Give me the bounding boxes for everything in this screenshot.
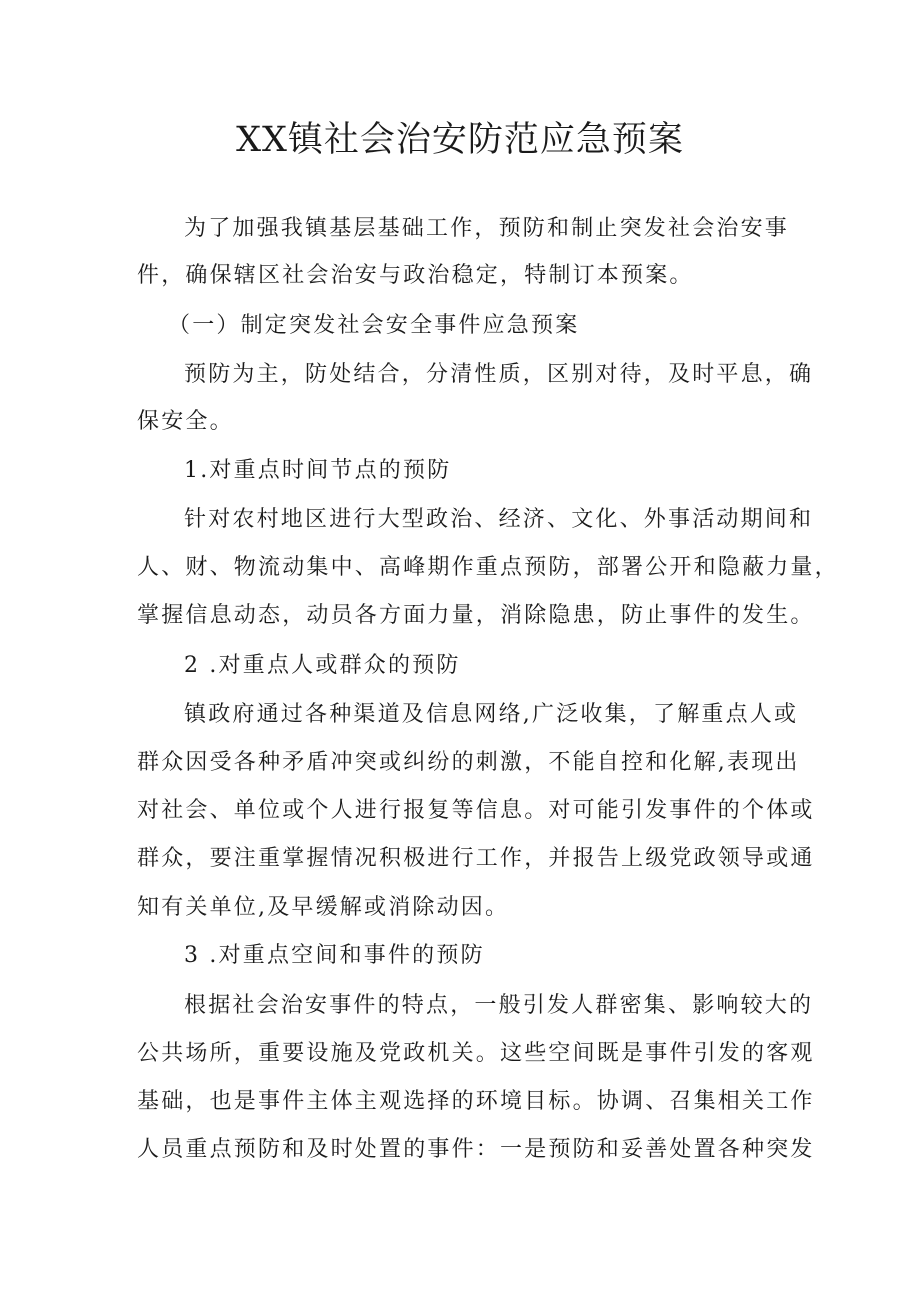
paragraph-line: 预防为主，防处结合，分清性质，区别对待，及时平息，确 — [184, 362, 814, 387]
paragraph-line: 公共场所，重要设施及党政机关。这些空间既是事件引发的客观 — [137, 1041, 815, 1066]
paragraph-line: 件，确保辖区社会治安与政治稳定，特制订本预案。 — [137, 263, 694, 288]
paragraph-line: 群众因受各种矛盾冲突或纠纷的刺激，不能自控和化解,表现出 — [137, 750, 800, 775]
paragraph-line: 为了加强我镇基层基础工作，预防和制止突发社会治安事 — [184, 216, 790, 241]
paragraph-line: 人、财、物流动集中、高峰期作重点预防，部署公开和隐蔽力量， — [137, 555, 839, 580]
paragraph-line: 人员重点预防和及时处置的事件：一是预防和妥善处置各种突发 — [137, 1137, 815, 1162]
paragraph-line: 掌握信息动态，动员各方面力量，消除隐患，防止事件的发生。 — [137, 603, 815, 628]
paragraph-line: 知有关单位,及早缓解或消除动因。 — [137, 895, 510, 920]
paragraph-line: 根据社会治安事件的特点，一般引发人群密集、影响较大的 — [184, 993, 814, 1018]
paragraph-line: 镇政府通过各种渠道及信息网络,广泛收集，了解重点人或 — [184, 702, 799, 727]
paragraph-line: 针对农村地区进行大型政治、经济、文化、外事活动期间和 — [184, 507, 814, 532]
paragraph-line: 基础，也是事件主体主观选择的环境目标。协调、召集相关工作 — [137, 1089, 815, 1114]
subsection-heading: 3 .对重点空间和事件的预防 — [184, 943, 485, 968]
subsection-heading: 2 .对重点人或群众的预防 — [184, 653, 461, 678]
document-title: XX镇社会治安防范应急预案 — [236, 120, 684, 160]
subsection-heading: 1.对重点时间节点的预防 — [184, 458, 452, 483]
paragraph-line: 保安全。 — [137, 409, 234, 434]
paragraph-line: 群众，要注重掌握情况积极进行工作，并报告上级党政领导或通 — [137, 846, 815, 871]
section-heading: （一）制定突发社会安全事件应急预案 — [168, 313, 580, 338]
paragraph-line: 对社会、单位或个人进行报复等信息。对可能引发事件的个体或 — [137, 798, 815, 823]
